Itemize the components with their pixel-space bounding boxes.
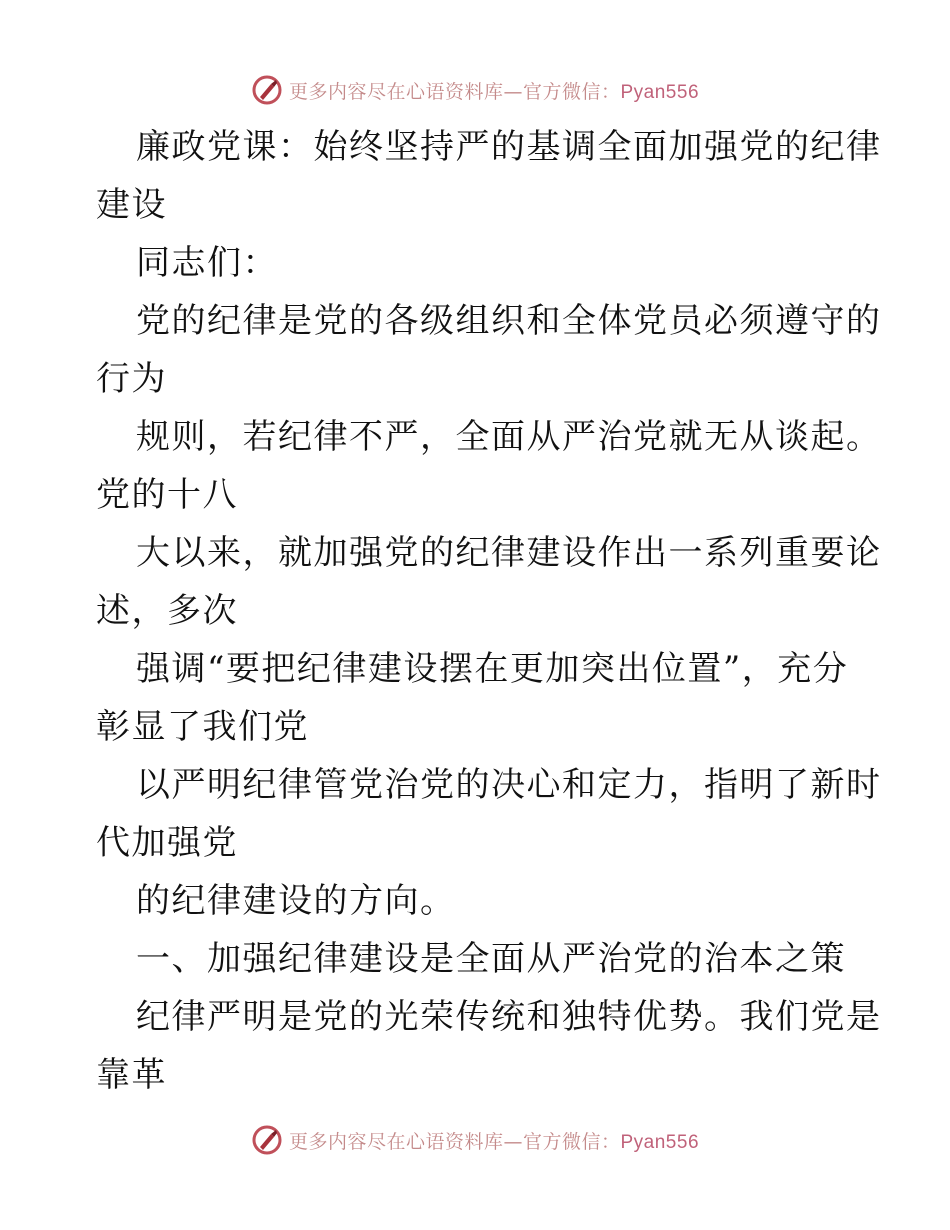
paragraph-line: 强调“要把纪律建设摆在更加突出位置”，充分 [136,649,849,689]
paragraph-line: 以严明纪律管党治党的决心和定力，指明了新时 [136,765,882,805]
section-heading: 一、加强纪律建设是全面从严治党的治本之策 [136,939,846,979]
salutation: 同志们： [136,243,278,283]
paragraph-line: 彰显了我们党 [96,707,309,747]
watermark-wechat-id: Pyan556 [620,1131,700,1153]
pen-nib-logo-icon [251,1124,283,1156]
paragraph-line: 纪律严明是党的光荣传统和独特优势。我们党是 [136,997,882,1037]
document-title-line-1: 廉政党课：始终坚持严的基调全面加强党的纪律 [136,127,882,167]
paragraph-line: 行为 [96,359,167,399]
watermark-text: 更多内容尽在心语资料库—官方微信：Pyan556 [288,80,700,103]
header-watermark [0,70,950,110]
watermark-wechat-id: Pyan556 [620,81,700,103]
pen-nib-logo-icon [251,74,283,106]
paragraph-line: 的纪律建设的方向。 [136,881,456,921]
paragraph-line: 党的纪律是党的各级组织和全体党员必须遵守的 [136,301,882,341]
paragraph-line: 党的十八 [96,475,238,515]
paragraph-line: 大以来，就加强党的纪律建设作出一系列重要论 [136,533,882,573]
paragraph-line: 靠革 [96,1055,167,1095]
document-body [96,118,882,1104]
paragraph-line: 代加强党 [96,823,238,863]
document-title-line-2: 建设 [96,185,167,225]
footer-watermark [0,1120,950,1160]
paragraph-line: 述，多次 [96,591,238,631]
watermark-text: 更多内容尽在心语资料库—官方微信：Pyan556 [288,1130,700,1153]
paragraph-line: 规则，若纪律不严，全面从严治党就无从谈起。 [136,417,882,457]
